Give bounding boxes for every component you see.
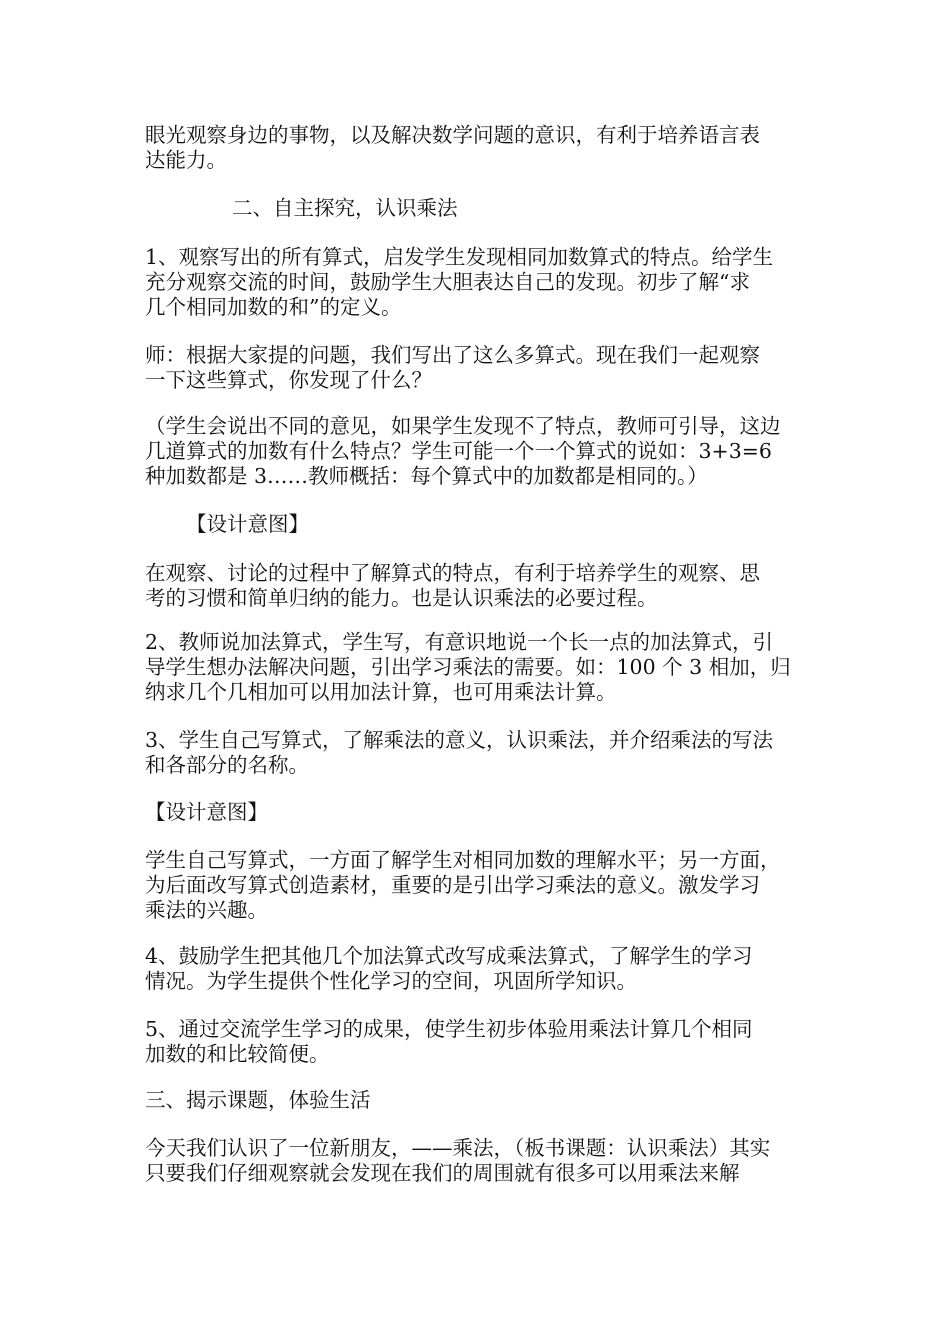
section-heading-2 xyxy=(232,196,912,221)
paragraph-design-intent-2 xyxy=(145,848,825,923)
text-line: 和各部分的名称。 xyxy=(145,753,309,777)
paragraph-design-intent-1 xyxy=(145,561,825,611)
text-line: 今天我们认识了一位新朋友，——乘法，（板书课题：认识乘法）其实 xyxy=(145,1136,771,1160)
paragraph-step-5 xyxy=(145,1017,825,1067)
text-line: 3、学生自己写算式，了解乘法的意义，认识乘法，并介绍乘法的写法 xyxy=(145,728,774,752)
text-line: 学生自己写算式，一方面了解学生对相同加数的理解水平；另一方面， xyxy=(145,848,781,872)
text-line: 眼光观察身边的事物，以及解决数学问题的意识，有利于培养语言表 xyxy=(145,123,760,147)
paragraph-step-4 xyxy=(145,944,825,994)
text-line: 几道算式的加数有什么特点？学生可能一个一个算式的说如：3+3=6 xyxy=(145,439,772,463)
text-line: 情况。为学生提供个性化学习的空间，巩固所学知识。 xyxy=(145,969,637,993)
text-line: 2、教师说加法算式，学生写，有意识地说一个长一点的加法算式，引 xyxy=(145,630,774,654)
paragraph-step-1 xyxy=(145,245,825,320)
paragraph-teacher-question xyxy=(145,343,825,393)
text-line: 加数的和比较简便。 xyxy=(145,1042,330,1066)
paragraph-step-3 xyxy=(145,728,825,778)
text-line: 1、观察写出的所有算式，启发学生发现相同加数算式的特点。给学生 xyxy=(145,245,774,269)
label-line: 【设计意图】 xyxy=(186,512,309,536)
paragraph-topic-reveal xyxy=(145,1136,825,1186)
design-intent-label-2 xyxy=(145,800,825,825)
section-heading-3 xyxy=(145,1088,825,1113)
paragraph-student-response xyxy=(145,414,825,489)
text-line: 考的习惯和简单归纳的能力。也是认识乘法的必要过程。 xyxy=(145,586,658,610)
text-line: 纳求几个几相加可以用加法计算，也可用乘法计算。 xyxy=(145,680,617,704)
text-line: 在观察、讨论的过程中了解算式的特点，有利于培养学生的观察、思 xyxy=(145,561,760,585)
text-line: 一下这些算式，你发现了什么？ xyxy=(145,368,432,392)
text-line: 4、鼓励学生把其他几个加法算式改写成乘法算式，了解学生的学习 xyxy=(145,944,753,968)
text-line: （学生会说出不同的意见，如果学生发现不了特点，教师可引导，这边 xyxy=(145,414,781,438)
text-line: 师：根据大家提的问题，我们写出了这么多算式。现在我们一起观察 xyxy=(145,343,760,367)
paragraph-step-2 xyxy=(145,630,825,705)
text-line: 为后面改写算式创造素材，重要的是引出学习乘法的意义。激发学习 xyxy=(145,873,760,897)
paragraph-observation-intent xyxy=(145,123,825,173)
label-line: 【设计意图】 xyxy=(145,800,268,824)
text-line: 种加数都是 3……教师概括：每个算式中的加数都是相同的。） xyxy=(145,464,708,488)
section-title: 二、自主探究，认识乘法 xyxy=(232,196,458,220)
text-line: 乘法的兴趣。 xyxy=(145,898,268,922)
text-line: 充分观察交流的时间，鼓励学生大胆表达自己的发现。初步了解“求 xyxy=(145,270,750,294)
text-line: 导学生想办法解决问题，引出学习乘法的需要。如：100 个 3 相加，归 xyxy=(145,655,791,679)
text-line: 达能力。 xyxy=(145,148,227,172)
text-line: 只要我们仔细观察就会发现在我们的周围就有很多可以用乘法来解 xyxy=(145,1161,740,1185)
section-title: 三、揭示课题，体验生活 xyxy=(145,1088,371,1112)
design-intent-label-1 xyxy=(186,512,866,537)
text-line: 5、通过交流学生学习的成果，使学生初步体验用乘法计算几个相同 xyxy=(145,1017,753,1041)
text-line: 几个相同加数的和”的定义。 xyxy=(145,295,402,319)
